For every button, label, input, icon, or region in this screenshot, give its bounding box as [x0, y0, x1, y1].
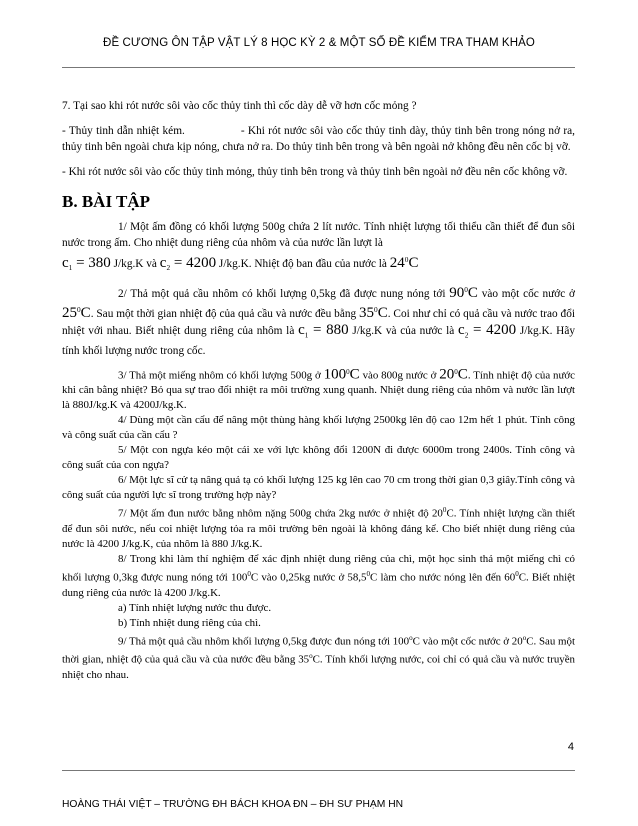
degree-mark: 0 [464, 285, 468, 295]
problem-8 [62, 552, 575, 601]
problem-9-text-1: 9/ Thả một quả cầu nhôm khối lượng 0,5kg được đun nóng tới 100 [118, 635, 410, 648]
problem-7 [62, 503, 575, 552]
problem-3-temp-1: 100 [323, 366, 347, 383]
c1-value: = 880 [308, 321, 349, 338]
celsius-unit: C [377, 304, 388, 321]
problem-2-temp-3: 35 [359, 304, 375, 321]
problem-3 [62, 365, 575, 414]
problem-8-text-4: C. Biết nhiệt dung riêng của nước là 4200 J/kg.K. [62, 571, 575, 599]
degree-mark: 0 [515, 570, 519, 579]
problem-8-text-2: C vào 0,25kg nước ở 58,5 [250, 571, 367, 584]
problem-2-text-3: . Sau một thời gian nhiệt độ của quả cầu và nước đều bằng [90, 307, 357, 320]
question-7: 7. Tại sao khi rót nước sôi vào cốc thủy tinh thì cốc dày dễ vỡ hơn cốc mỏng ? [62, 100, 417, 112]
c2-symbol: c [458, 321, 465, 338]
celsius-unit: C [457, 366, 468, 383]
degree-mark: 0 [442, 506, 447, 515]
problem-3-text-1: 3/ Thả một miếng nhôm có khối lượng 500g ở [118, 369, 321, 382]
page-content [62, 98, 575, 683]
problem-2 [62, 282, 575, 359]
problem-7-text-2: C. Tính nhiệt lượng cần thiết để đun sôi nước, nếu coi nhiệt lượng tỏa ra môi trường bên ngoài là không đáng kể. Cho biết nhiệt dung riêng của nước là 4200 J/kg.K, của nhôm là 880 J/kg.K. [62, 508, 575, 551]
problem-8-text-1: 8/ Trong khi làm thí nghiệm để xác định nhiệt dung riêng của chì, một học sinh thả một miếng chì có khối lượng 0,3kg được nung nóng tới 100 [62, 553, 575, 584]
problem-4: 4/ Dùng một cần cẩu để nâng một thùng hàng khối lượng 2500kg lên độ cao 12m hết 1 phút. Tính công và công suất của cần cẩu ? [62, 414, 575, 442]
celsius-unit: C [349, 366, 360, 383]
running-footer: HOÀNG THÁI VIỆT – TRƯỜNG ĐH BÁCH KHOA ĐN – ĐH SƯ PHẠM HN [62, 799, 404, 810]
answer-7-part-2: - Khi rót nước sôi vào cốc thủy tinh mỏng, thủy tinh bên trong và thủy tinh bên ngoài nở đều nên cốc không vỡ. [62, 166, 568, 178]
problem-1 [62, 219, 575, 251]
problem-1-unit-2: J/kg.K. Nhiệt độ ban đầu của nước là [218, 257, 387, 270]
degree-mark: o [309, 652, 313, 661]
c1-subscript: 1 [304, 329, 309, 339]
answer-7-rest: - Khi rót nước sôi vào cốc thủy tinh dày, thủy tinh bên trong nóng nở ra, thủy tinh bên ngoài chưa kịp nóng, chưa nở ra. Do thủy tinh bên trong và bên ngoài nở không đều nên cốc bị vỡ. [62, 125, 575, 153]
problem-2-temp-2: 25 [62, 304, 77, 321]
temp-unit: C [408, 254, 419, 271]
problem-9 [62, 631, 575, 683]
problem-2-text-4: . Coi như chỉ có quả cầu và nước trao đổi nhiệt với nhau. Biết nhiệt dung riêng của nhôm là [62, 307, 575, 337]
header-rule [62, 67, 575, 68]
answer-7-part-1 [62, 123, 575, 155]
degree-mark: 0 [346, 367, 350, 376]
problem-8-part-b: b) Tính nhiệt dung riêng của chì. [118, 616, 261, 629]
degree-mark: o [522, 633, 527, 642]
problem-7-text-1: 7/ Một ấm đun nước bằng nhôm nặng 500g chứa 2kg nước ở nhiệt độ 20 [118, 508, 443, 521]
problem-1-formula: $c_1 = 380$ J/kg.K và $c_2 = 4200$ J/kg.K. Nhiệt độ ban đầu của nước là $24^0C$ [62, 254, 419, 273]
degree-mark: o [409, 633, 413, 642]
c1-subscript: 1 [68, 263, 73, 273]
c2-value: = 4200 [468, 321, 517, 338]
running-header: ĐỀ CƯƠNG ÔN TẬP VẬT LÝ 8 HỌC KỲ 2 & MỘT SỐ ĐỀ KIỂM TRA THAM KHẢO [103, 37, 535, 49]
problem-3-text-3: . Tính nhiệt độ của nước khi cân bằng nhiệt? Bỏ qua sự trao đổi nhiệt ra môi trường xung quanh. Nhiệt dung riêng của nhôm và nước lần lượt là 880J/kg.K và 4200J/kg.K. [62, 369, 575, 412]
page-number: 4 [567, 741, 574, 753]
problem-2-temp-1: 90 [449, 284, 465, 301]
problem-2-text-5: J/kg.K và của nước là [352, 324, 455, 337]
c2-value: = 4200 [170, 254, 217, 271]
c1-value: = 380 [72, 254, 111, 271]
degree-mark: 0 [374, 304, 378, 314]
problem-8-part-a: a) Tính nhiệt lượng nước thu được. [118, 601, 272, 614]
degree-mark: 0 [77, 304, 81, 314]
problem-3-temp-2: 20 [439, 366, 455, 383]
c2-subscript: 2 [166, 263, 171, 273]
problem-1-unit-1: J/kg.K và [113, 257, 157, 270]
section-title: B. BÀI TẬP [62, 192, 151, 211]
initial-temp: 24 [389, 254, 405, 271]
problem-2-text-2: vào một cốc nước ở [481, 287, 575, 300]
degree-mark: 0 [366, 570, 370, 579]
celsius-unit: C [467, 284, 478, 301]
problem-9-text-2: C vào một cốc nước ở 20 [412, 635, 523, 648]
problem-5: 5/ Một con ngựa kéo một cái xe với lực không đổi 1200N đi được 6000m trong 2400s. Tính công và công suất của con ngựa? [62, 444, 575, 472]
c1-symbol: c [62, 254, 69, 271]
problem-1-text: 1/ Một ấm đồng có khối lượng 500g chứa 2 lít nước. Tính nhiệt lượng tối thiểu cần thiết để đun sôi nước trong ấm. Cho nhiệt dung riêng của nhôm và của nước lần lượt là [62, 221, 575, 249]
problem-9-text-4: C. Tính khối lượng nước, coi chỉ có quả cầu và nước truyền nhiệt cho nhau. [62, 653, 575, 681]
problem-9-text-3: C. Sau một thời gian, nhiệt độ của quả cầu và của nước đều bằng 35 [62, 635, 575, 666]
c1-symbol: c [298, 321, 305, 338]
degree-mark: 0 [247, 570, 251, 579]
problem-8-text-3: C làm cho nước nóng lên đến 60 [370, 571, 516, 584]
problem-6: 6/ Một lực sĩ cử tạ nâng quả tạ có khối lượng 125 kg lên cao 70 cm trong thời gian 0,3 giây.Tính công và công suất của người lực sĩ trong trường hợp này? [62, 474, 575, 502]
celsius-unit: C [80, 304, 91, 321]
footer-rule [62, 770, 575, 771]
c2-subscript: 2 [464, 329, 469, 339]
answer-7-lead: - Thủy tinh dẫn nhiệt kém. [62, 125, 185, 137]
problem-3-text-2: vào 800g nước ở [362, 369, 437, 382]
problem-2-text-6: J/kg.K. Hãy tính khối lượng nước trong cốc. [62, 324, 576, 357]
degree-mark: 0 [454, 367, 458, 376]
c2-symbol: c [159, 254, 167, 271]
problem-2-text-1: 2/ Thả một quả cầu nhôm có khối lượng 0,5kg đã được nung nóng tới [118, 287, 446, 300]
